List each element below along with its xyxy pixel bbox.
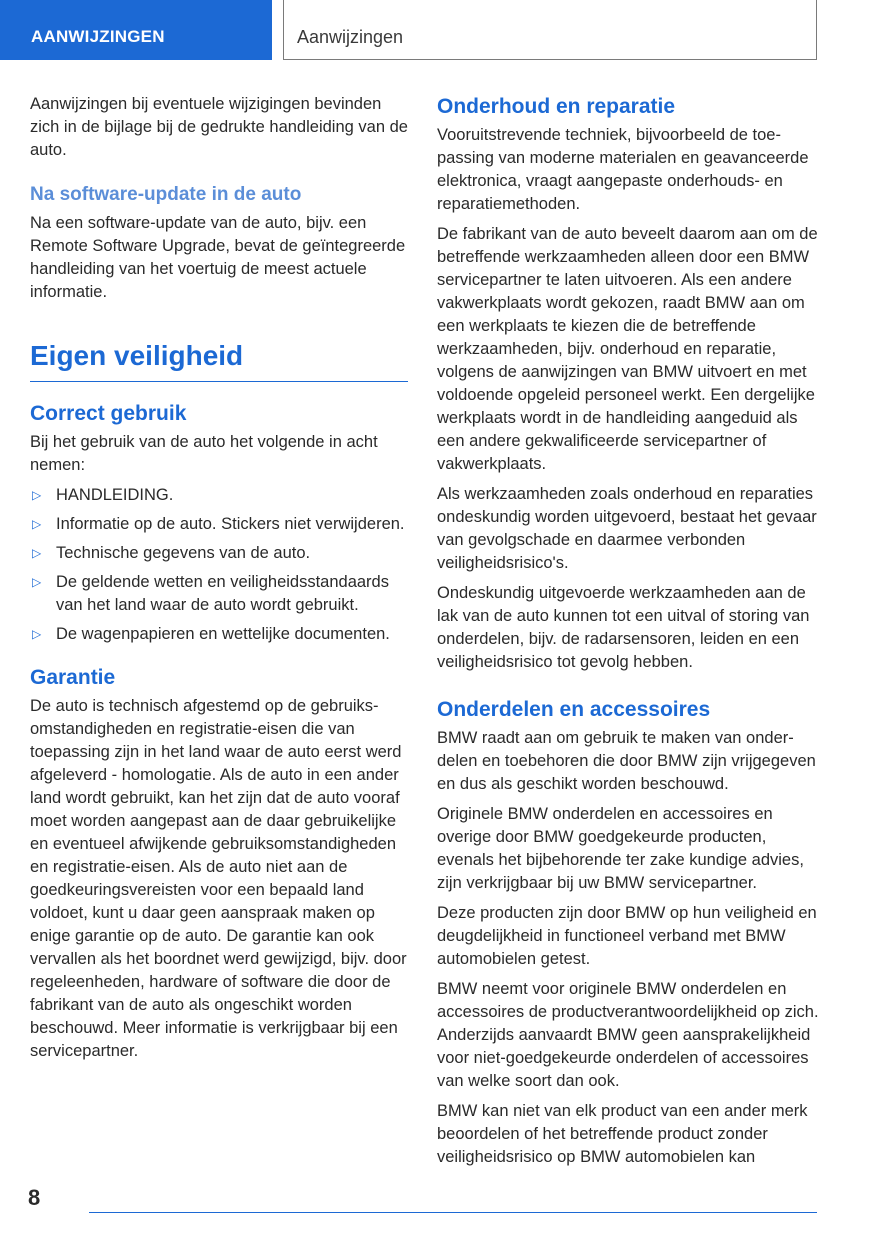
chapter-tab-label: AANWIJZINGEN: [31, 27, 165, 46]
footer-divider: [89, 1212, 817, 1213]
parts-paragraph: BMW neemt voor originele BMW onderdelen en accessoires de productverantwoordelijkheid op zich. Anderzijds aanvaardt BMW geen aansprakelijkheid voor niet-goedgekeurde onderdelen of accessoires van welke soort dan ook.: [437, 980, 819, 1090]
triangle-bullet-icon: ▷: [32, 575, 42, 589]
maintenance-paragraph: Als werkzaamheden zoals onderhoud en reparaties ondeskundig worden uitgevoerd, bestaat het gevaar van gevolgschade en daarmee verbonden veiligheidsrisico's.: [437, 485, 817, 572]
maintenance-paragraph: De fabrikant van de auto beveelt daarom aan om de betreffende werkzaamheden alleen door een BMW servicepartner te laten uitvoeren. Als een andere vakwerkplaats wordt gekozen, raadt BMW aan om een werkplaats te kiezen die de betreffende werkzaamheden, bijv. onderhoud en reparatie, volgens de aanwijzingen van BMW uitvoert en met voldoende opgeleid personeel werkt. Een dergelijke werkplaats wordt in de handleiding aangeduid als een andere gekwalificeerde servicepartner of vakwerkplaats.: [437, 225, 818, 473]
warranty-heading: Garantie: [30, 666, 116, 689]
list-item: ▷ Technische gegevens van de auto.: [30, 542, 408, 565]
maintenance-heading: Onderhoud en reparatie: [437, 95, 676, 118]
triangle-bullet-icon: ▷: [32, 488, 42, 502]
correct-use-list: [30, 484, 408, 646]
list-item: ▷ De geldende wetten en veiligheidsstandaards van het land waar de auto wordt gebruikt.: [32, 573, 389, 614]
parts-paragraph: Originele BMW onderdelen en accessoires en overige door BMW goedgekeurde producten, evenals het bijbehorende ter zake kundige advies, zijn verkrijgbaar bij uw BMW servicepartner.: [437, 805, 804, 892]
software-update-paragraph: Na een software-update van de auto, bijv. een Remote Software Upgrade, bevat de geïntegreerde handleiding van het voertuig de meest actuele informatie.: [30, 214, 406, 301]
correct-use-heading: Correct gebruik: [30, 402, 187, 425]
triangle-bullet-icon: ▷: [32, 546, 42, 560]
correct-use-intro: Bij het gebruik van de auto het volgende in acht nemen:: [30, 433, 378, 474]
software-update-heading: Na software-update in de auto: [30, 184, 302, 205]
safety-heading: Eigen veiligheid: [30, 338, 408, 382]
parts-paragraph: Deze producten zijn door BMW op hun veiligheid en deugdelijkheid in functioneel verband met BMW automobielen getest.: [437, 904, 817, 968]
triangle-bullet-icon: ▷: [32, 627, 42, 641]
list-item: ▷ De wagenpapieren en wettelijke documenten.: [30, 623, 408, 646]
list-item: ▷ Informatie op de auto. Stickers niet verwijderen.: [30, 513, 408, 536]
list-item: ▷ HANDLEIDING.: [30, 484, 408, 507]
section-header: [283, 0, 817, 60]
right-column: [437, 93, 819, 1176]
warranty-paragraph: De auto is technisch afgestemd op de gebruiksomstandigheden en registratie-eisen die van toepassing zijn in het land waar de auto eerst werd afgeleverd - homologatie. Als de auto in een ander land wordt gebruikt, kan het zijn dat de auto vooraf moet worden aangepast aan de daar gebruikelijke en eventueel afwijkende gebruiksomstandigheden en registratie-eisen. Als de auto niet aan de goedkeuringsvereisten voor een bepaald land voldoet, kunt u daar geen aanspraak maken op enige garantie op de auto. De garantie kan ook vervallen als het boordnet werd gewijzigd, bijv. door regeleenheden, hardware of software die door de fabrikant van de auto als ongeschikt worden beschouwd. Meer informatie is verkrijgbaar bij een servicepartner.: [30, 697, 407, 1060]
parts-paragraph: BMW raadt aan om gebruik te maken van onderdelen en toebehoren die door BMW zijn vrijgegeven en dus als geschikt worden beschouwd.: [437, 729, 816, 793]
intro-paragraph: Aanwijzingen bij eventuele wijzigingen bevinden zich in de bijlage bij de gedrukte handleiding van de auto.: [30, 95, 408, 159]
parts-paragraph: BMW kan niet van elk product van een ander merk beoordelen of het betreffende product zonder veiligheidsrisico op BMW automobielen kan: [437, 1102, 808, 1166]
maintenance-paragraph: Ondeskundig uitgevoerde werkzaamheden aan de lak van de auto kunnen tot een uitval of storing van onderdelen, bijv. de radarsensoren, leiden en een veiligheidsrisico tot gevolg hebben.: [437, 584, 810, 671]
page-number: 8: [28, 1185, 41, 1210]
section-header-label: Aanwijzingen: [297, 27, 404, 47]
maintenance-paragraph: Vooruitstrevende techniek, bijvoorbeeld de toepassing van moderne materialen en geavanceerde elektronica, vraagt aangepaste onderhouds- en reparatiemethoden.: [437, 126, 809, 213]
chapter-tab[interactable]: [0, 0, 272, 60]
parts-heading: Onderdelen en accessoires: [437, 698, 711, 721]
left-column: [30, 93, 408, 1070]
triangle-bullet-icon: ▷: [32, 517, 42, 531]
